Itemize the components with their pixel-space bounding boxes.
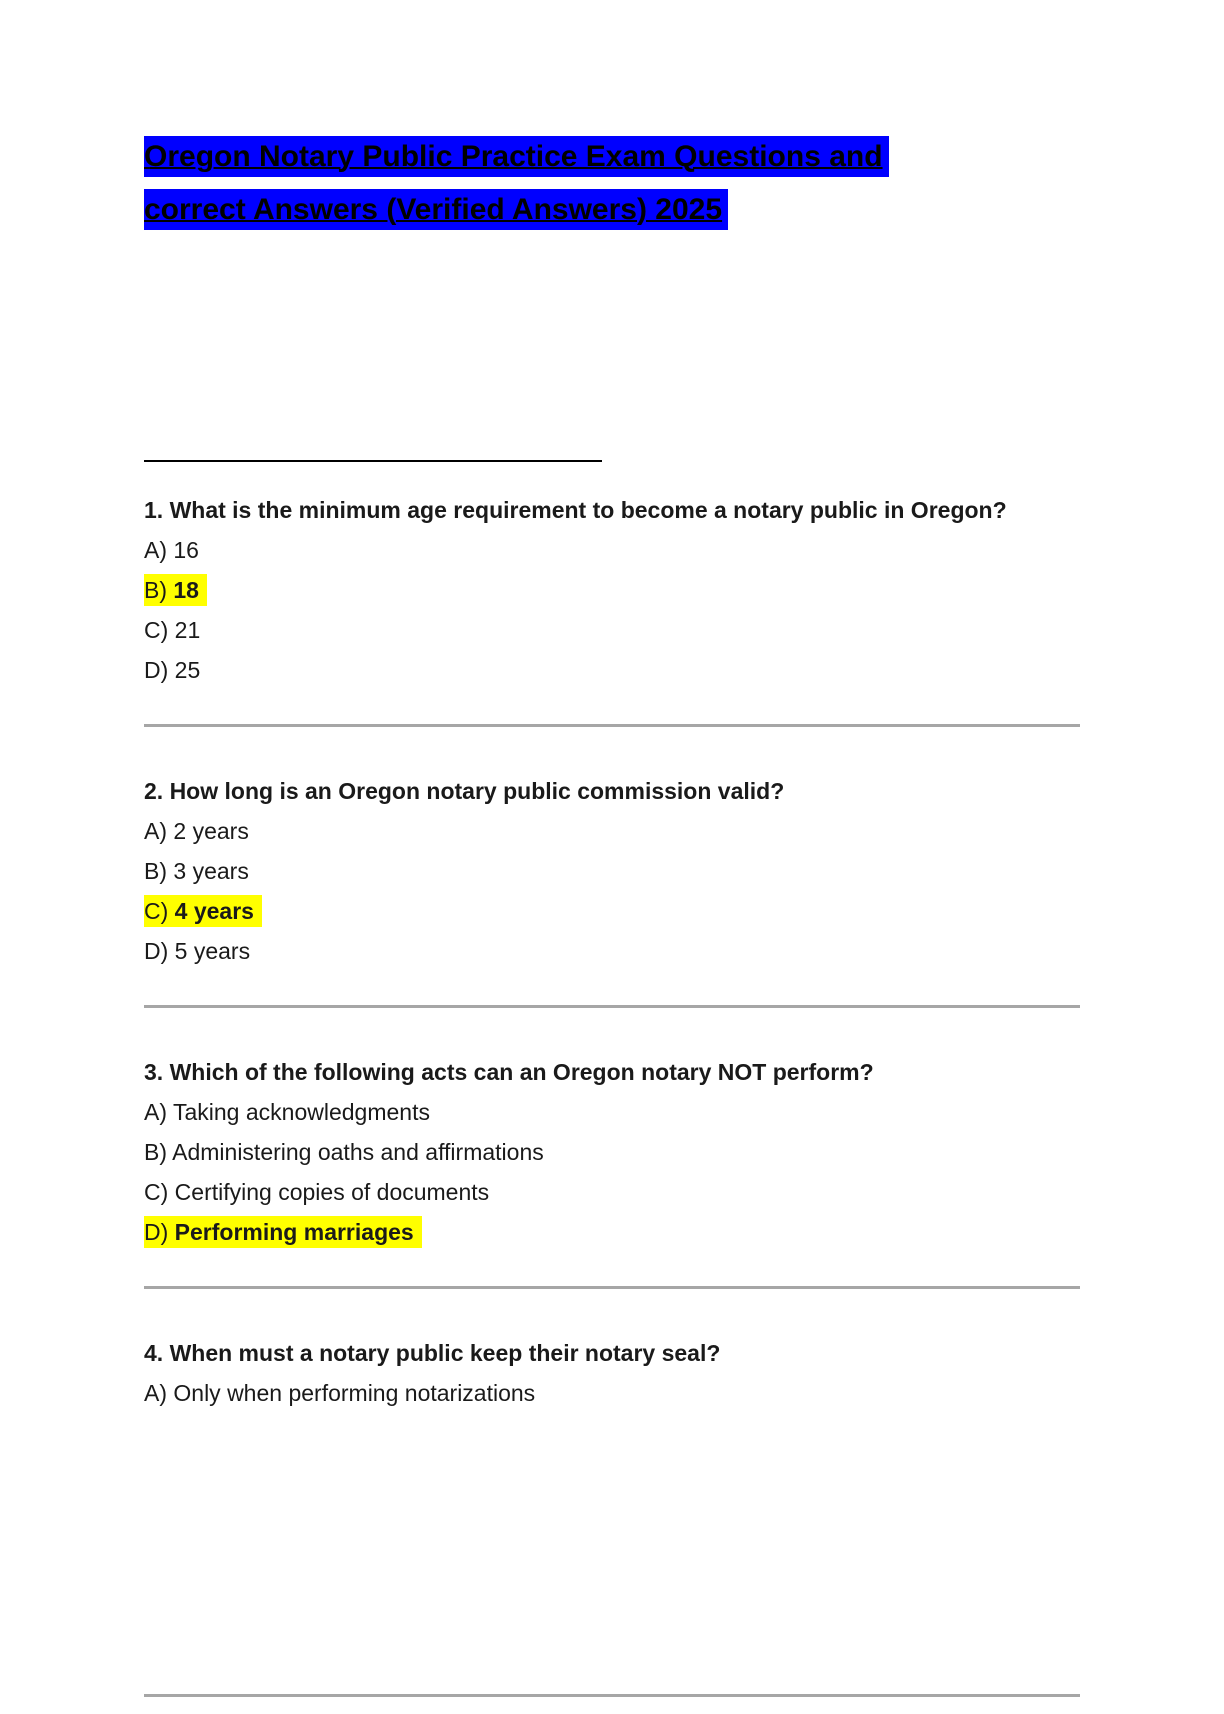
correct-answer-highlight bbox=[144, 574, 207, 606]
option-line bbox=[144, 1373, 1080, 1413]
option-label: D) bbox=[144, 938, 175, 964]
options-list bbox=[144, 1092, 1080, 1252]
option-content bbox=[144, 938, 250, 964]
option-label: A) bbox=[144, 537, 174, 563]
option-line bbox=[144, 931, 1080, 971]
option-label: B) bbox=[144, 858, 174, 884]
option-line bbox=[144, 891, 1080, 931]
option-content bbox=[144, 818, 249, 844]
question-block bbox=[144, 1333, 1080, 1413]
option-line bbox=[144, 1212, 1080, 1252]
question-heading: 4. When must a notary public keep their notary seal? bbox=[144, 1340, 721, 1366]
option-text: 2 years bbox=[173, 818, 249, 844]
option-line bbox=[144, 1092, 1080, 1132]
document-page bbox=[0, 130, 1224, 1413]
option-line bbox=[144, 570, 1080, 610]
option-label: D) bbox=[144, 1219, 175, 1245]
question-heading: 2. How long is an Oregon notary public commission valid? bbox=[144, 778, 785, 804]
options-list bbox=[144, 1373, 1080, 1413]
option-label: A) bbox=[144, 1380, 174, 1406]
option-text: 4 years bbox=[174, 898, 254, 924]
question-divider bbox=[144, 724, 1080, 727]
option-text: Performing marriages bbox=[174, 1219, 414, 1245]
option-label: C) bbox=[144, 1179, 175, 1205]
option-line bbox=[144, 1172, 1080, 1212]
option-text: 21 bbox=[174, 617, 201, 643]
bottom-page-divider bbox=[144, 1694, 1080, 1697]
horizontal-rule bbox=[144, 460, 602, 462]
correct-answer-highlight bbox=[144, 1216, 422, 1248]
correct-answer-highlight bbox=[144, 895, 262, 927]
option-content bbox=[144, 1099, 430, 1125]
option-line bbox=[144, 530, 1080, 570]
question-heading: 1. What is the minimum age requirement to become a notary public in Oregon? bbox=[144, 497, 1007, 523]
option-label: A) bbox=[144, 818, 174, 844]
option-line bbox=[144, 610, 1080, 650]
question-divider bbox=[144, 1286, 1080, 1289]
option-content bbox=[144, 1179, 489, 1205]
option-content bbox=[144, 858, 249, 884]
option-content bbox=[144, 1380, 535, 1406]
option-text: Administering oaths and affirmations bbox=[172, 1139, 544, 1165]
question-heading: 3. Which of the following acts can an Oregon notary NOT perform? bbox=[144, 1059, 874, 1085]
question-block bbox=[144, 771, 1080, 1008]
option-label: C) bbox=[144, 898, 175, 924]
question-block bbox=[144, 1052, 1080, 1289]
option-line bbox=[144, 650, 1080, 690]
option-text: Certifying copies of documents bbox=[174, 1179, 490, 1205]
option-line bbox=[144, 811, 1080, 851]
options-list bbox=[144, 530, 1080, 690]
option-text: 18 bbox=[173, 577, 199, 603]
document-content bbox=[0, 130, 1224, 1413]
option-line bbox=[144, 1132, 1080, 1172]
option-text: Taking acknowledgments bbox=[172, 1099, 430, 1125]
option-label: B) bbox=[144, 1139, 173, 1165]
document-title-line-1: Oregon Notary Public Practice Exam Questions and bbox=[144, 136, 889, 177]
option-label: A) bbox=[144, 1099, 173, 1125]
option-text: 25 bbox=[174, 657, 201, 683]
option-content bbox=[144, 657, 200, 683]
option-text: 5 years bbox=[174, 938, 251, 964]
option-label: C) bbox=[144, 617, 175, 643]
questions-container bbox=[144, 490, 1080, 1413]
option-text: 3 years bbox=[173, 858, 249, 884]
option-content bbox=[144, 617, 200, 643]
document-title bbox=[144, 130, 1080, 236]
document-title-line-2: correct Answers (Verified Answers) 2025 bbox=[144, 189, 728, 230]
option-text: 16 bbox=[173, 537, 199, 563]
option-label: B) bbox=[144, 577, 174, 603]
options-list bbox=[144, 811, 1080, 971]
option-content bbox=[144, 537, 199, 563]
option-line bbox=[144, 851, 1080, 891]
option-text: Only when performing notarizations bbox=[173, 1380, 536, 1406]
option-label: D) bbox=[144, 657, 175, 683]
question-block bbox=[144, 490, 1080, 727]
option-content bbox=[144, 1139, 544, 1165]
question-divider bbox=[144, 1005, 1080, 1008]
